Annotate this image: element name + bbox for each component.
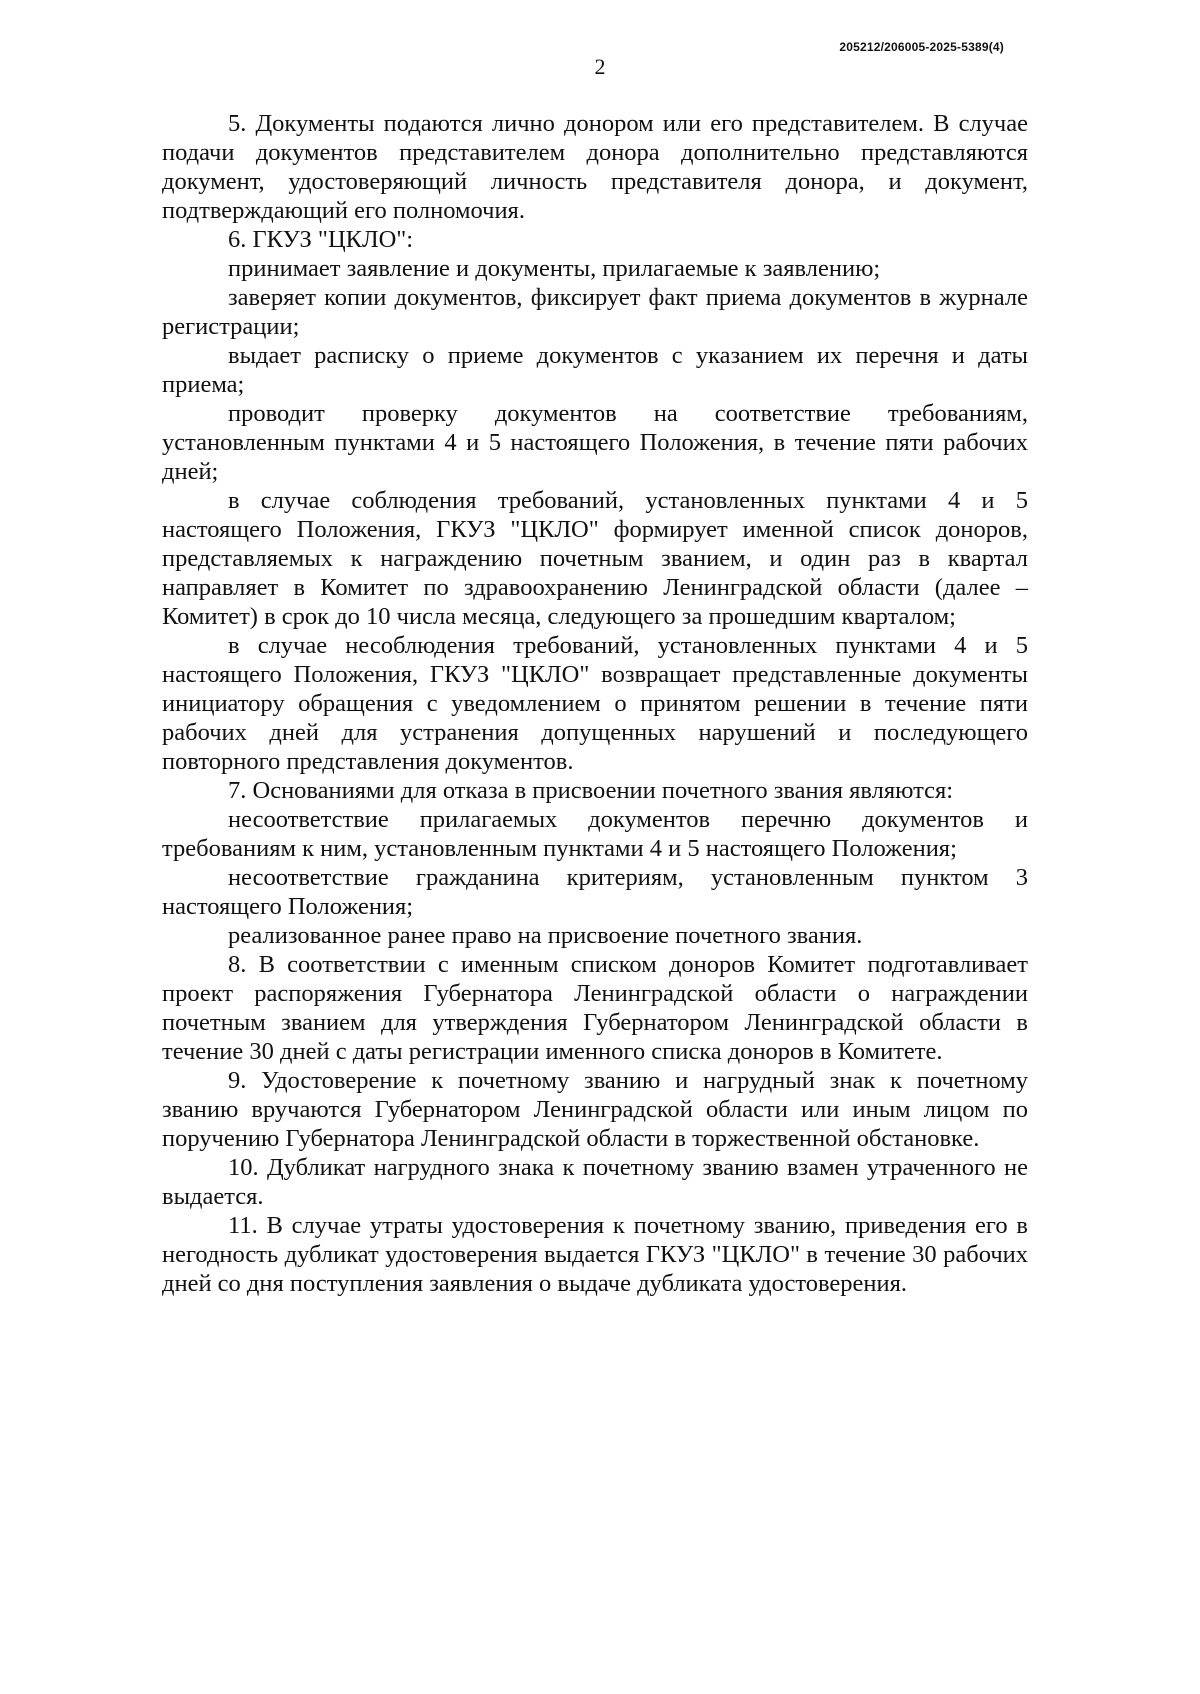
clause-6-item-compliance: в случае соблюдения требований, установленных пунктами 4 и 5 настоящего Положения, ГКУЗ "ЦКЛО" формирует именной список доноров, представляемых к награждению почетным званием, и один раз в квартал направляет в Комитет по здравоохранению Ленинградской области (далее – Комитет) в срок до 10 числа месяца, следующего за прошедшим кварталом;: [162, 487, 1028, 630]
clause-6-item-accepts: принимает заявление и документы, прилагаемые к заявлению;: [228, 255, 881, 282]
document-registration-number: 205212/206005-2025-5389(4): [839, 40, 1004, 54]
clause-9-paragraph: 9. Удостоверение к почетному званию и нагрудный знак к почетному званию вручаются Губернатором Ленинградской области или иным лицом по поручению Губернатора Ленинградской области в торжественной обстановке.: [162, 1067, 1028, 1152]
clause-8-paragraph: 8. В соответствии с именным списком доноров Комитет подготавливает проект распоряжения Губернатора Ленинградской области о награждении почетным званием для утверждения Губернатором Ленинградской области в течение 30 дней с даты регистрации именного списка доноров в Комитете.: [162, 951, 1028, 1065]
clause-11-paragraph: 11. В случае утраты удостоверения к почетному званию, приведения его в негодность дубликат удостоверения выдается ГКУЗ "ЦКЛО" в течение 30 рабочих дней со дня поступления заявления о выдаче дубликата удостоверения.: [162, 1212, 1028, 1297]
page-number: 2: [594, 54, 606, 79]
clause-7-item-realized-right: реализованное ранее право на присвоение почетного звания.: [228, 922, 863, 949]
clause-5-paragraph: 5. Документы подаются лично донором или его представителем. В случае подачи документов представителем донора дополнительно представляются документ, удостоверяющий личность представителя донора, и документ, подтверждающий его полномочия.: [162, 110, 1028, 224]
clause-7-item-criteria: несоответствие гражданина критериям, установленным пунктом 3 настоящего Положения;: [162, 864, 1028, 920]
clause-6-item-noncompliance: в случае несоблюдения требований, установленных пунктами 4 и 5 настоящего Положения, ГКУЗ "ЦКЛО" возвращает представленные документы инициатору обращения с уведомлением о принятом решении в течение пяти рабочих дней для устранения допущенных нарушений и последующего повторного представления документов.: [162, 632, 1028, 775]
clause-7-heading: 7. Основаниями для отказа в присвоении почетного звания являются:: [228, 777, 954, 804]
clause-7-item-documents: несоответствие прилагаемых документов перечню документов и требованиям к ним, установленным пунктами 4 и 5 настоящего Положения;: [162, 806, 1028, 862]
clause-6-heading: 6. ГКУЗ "ЦКЛО":: [228, 226, 414, 253]
document-body: [162, 109, 1028, 1298]
clause-6-item-receipt: выдает расписку о приеме документов с указанием их перечня и даты приема;: [162, 342, 1028, 398]
clause-10-paragraph: 10. Дубликат нагрудного знака к почетному званию взамен утраченного не выдается.: [162, 1154, 1028, 1210]
clause-6-item-checks: проводит проверку документов на соответствие требованиям, установленным пунктами 4 и 5 настоящего Положения, в течение пяти рабочих дней;: [162, 400, 1028, 485]
clause-6-item-certifies: заверяет копии документов, фиксирует факт приема документов в журнале регистрации;: [162, 284, 1028, 340]
